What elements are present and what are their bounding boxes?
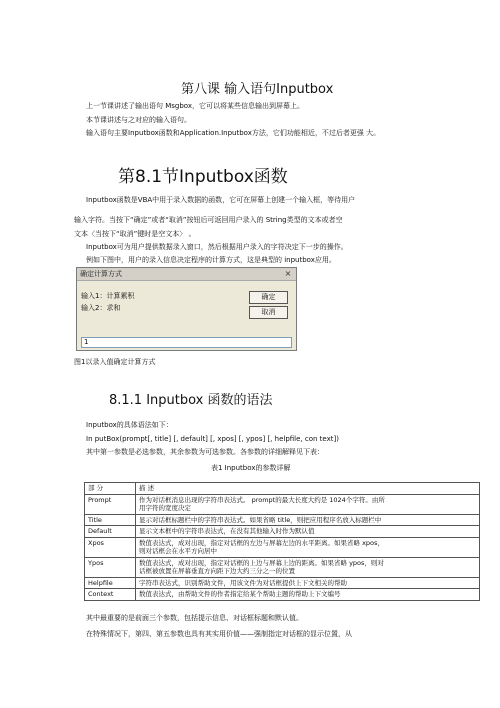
table-header-cell: 部 分 xyxy=(85,483,136,495)
section-para-line-3: 文本〈当按下“取消”键时是空文本〉 。 xyxy=(74,230,196,238)
param-desc: 显示对话框标题栏中的字符串表达式。如果省略 title，则把应用程序名放入标题栏中 xyxy=(136,514,480,526)
param-desc: 作为对话框消息出现的字符串表达式。 prompt的最大长度大约是 1024个字符。由所 用字符的宽度决定 xyxy=(136,494,480,514)
after-table-line-1: 其中最重要的是前面三个参数，包括提示信息、对话框标题和默认值。 xyxy=(86,614,303,622)
param-desc: 数值表达式，成对出现，指定对话框的上边与屏幕上边的距离。如果省略 ypos，则对 话框被放置在屏幕垂直方向距下边大约三分之一的位置 xyxy=(136,557,480,577)
syntax-intro: Inputbox的具体语法如下： xyxy=(86,421,173,429)
param-name: Ypos xyxy=(85,557,136,577)
param-name: Title xyxy=(85,514,136,526)
section-para-line-1: Inputbox函数是VBA中用于录入数据的函数，它可在屏幕上创建一个输入框，等待用户 xyxy=(86,196,356,204)
dialog-prompt-line-1: 输入1：计算累积 xyxy=(81,292,135,300)
intro-line-1: 上一节课讲述了输出语句 Msgbox，它可以将某些信息输出到屏幕上。 xyxy=(86,102,305,110)
table-header-cell: 描 述 xyxy=(136,483,480,495)
syntax-line: In putBox(prompt[, title] [, default] [, xpos] [, ypos] [, helpfile, con text]) xyxy=(86,435,339,443)
table-row xyxy=(85,526,480,538)
after-table-line-2: 在特殊情况下，第四、第五参数也具有其实用价值——强制指定对话框的显示位置，从 xyxy=(86,630,352,638)
inputbox-dialog xyxy=(76,267,297,351)
table-row xyxy=(85,589,480,601)
cancel-button[interactable]: 取消 xyxy=(249,306,288,319)
close-icon[interactable]: × xyxy=(284,269,292,278)
syntax-note: 其中第一参数是必选参数，其余参数为可选参数。各参数的详细解释见下表： xyxy=(86,448,324,456)
intro-line-2: 本节课讲述与之对应的输入语句。 xyxy=(86,116,191,124)
subsection-title: 8.1.1 Inputbox 函数的语法 xyxy=(109,393,273,408)
lesson-title: 第八课 输入语句Inputbox xyxy=(181,82,334,97)
intro-line-3: 输入语句主要Inputbox函数和Application.Inputbox方法，它们功能相近，不过后者更强 大。 xyxy=(86,129,381,137)
ok-button[interactable]: 确定 xyxy=(249,291,288,304)
param-name: Xpos xyxy=(85,537,136,557)
table-caption: 表1 Inputbox的参数详解 xyxy=(211,464,291,472)
section-para-line-4: Inputbox可为用户提供数据录入窗口，然后根据用户录入的字符决定下一步的操作。 xyxy=(86,243,348,251)
dialog-title: 确定计算方式 xyxy=(80,270,122,278)
param-desc: 数值表达式，由帮助文件的作者指定给某个帮助主题的帮助上下文编号 xyxy=(136,589,480,601)
param-name: Context xyxy=(85,589,136,601)
param-desc: 数值表达式，成对出现，指定对话框的左边与屏幕左边的水平距离。如果省略 xpos， 则对话框会在水平方向居中 xyxy=(136,537,480,557)
dialog-input-field[interactable] xyxy=(81,337,292,348)
param-name: Prompt xyxy=(85,494,136,514)
table-row xyxy=(85,537,480,557)
section-para-line-5: 例如下图中，用户的录入信息决定程序的计算方式，这是典型的 inputbox应用。 xyxy=(86,256,336,264)
table-header-row xyxy=(85,483,480,495)
param-desc: 显示文本框中的字符串表达式，在没有其他输入时作为默认值 xyxy=(136,526,480,538)
param-name: Helpfile xyxy=(85,577,136,589)
dialog-title-bar xyxy=(77,268,296,281)
dialog-prompt-line-2: 输入2：求和 xyxy=(81,304,121,312)
section-title: 第8.1节Inputbox函数 xyxy=(118,167,288,187)
dialog-input-value: 1 xyxy=(84,338,89,346)
figure-caption: 图1以录入值确定计算方式 xyxy=(74,358,156,366)
parameter-table xyxy=(84,482,480,601)
table-row xyxy=(85,577,480,589)
param-name: Default xyxy=(85,526,136,538)
table-row xyxy=(85,514,480,526)
param-desc: 字符串表达式，识别帮助文件，用该文件为对话框提供上下文相关的帮助 xyxy=(136,577,480,589)
table-row xyxy=(85,494,480,514)
table-row xyxy=(85,557,480,577)
section-para-line-2: 输入字符。当按下“确定”或者“取消”按钮后可返回用户录入的 String类型的文本或者空 xyxy=(74,216,343,224)
